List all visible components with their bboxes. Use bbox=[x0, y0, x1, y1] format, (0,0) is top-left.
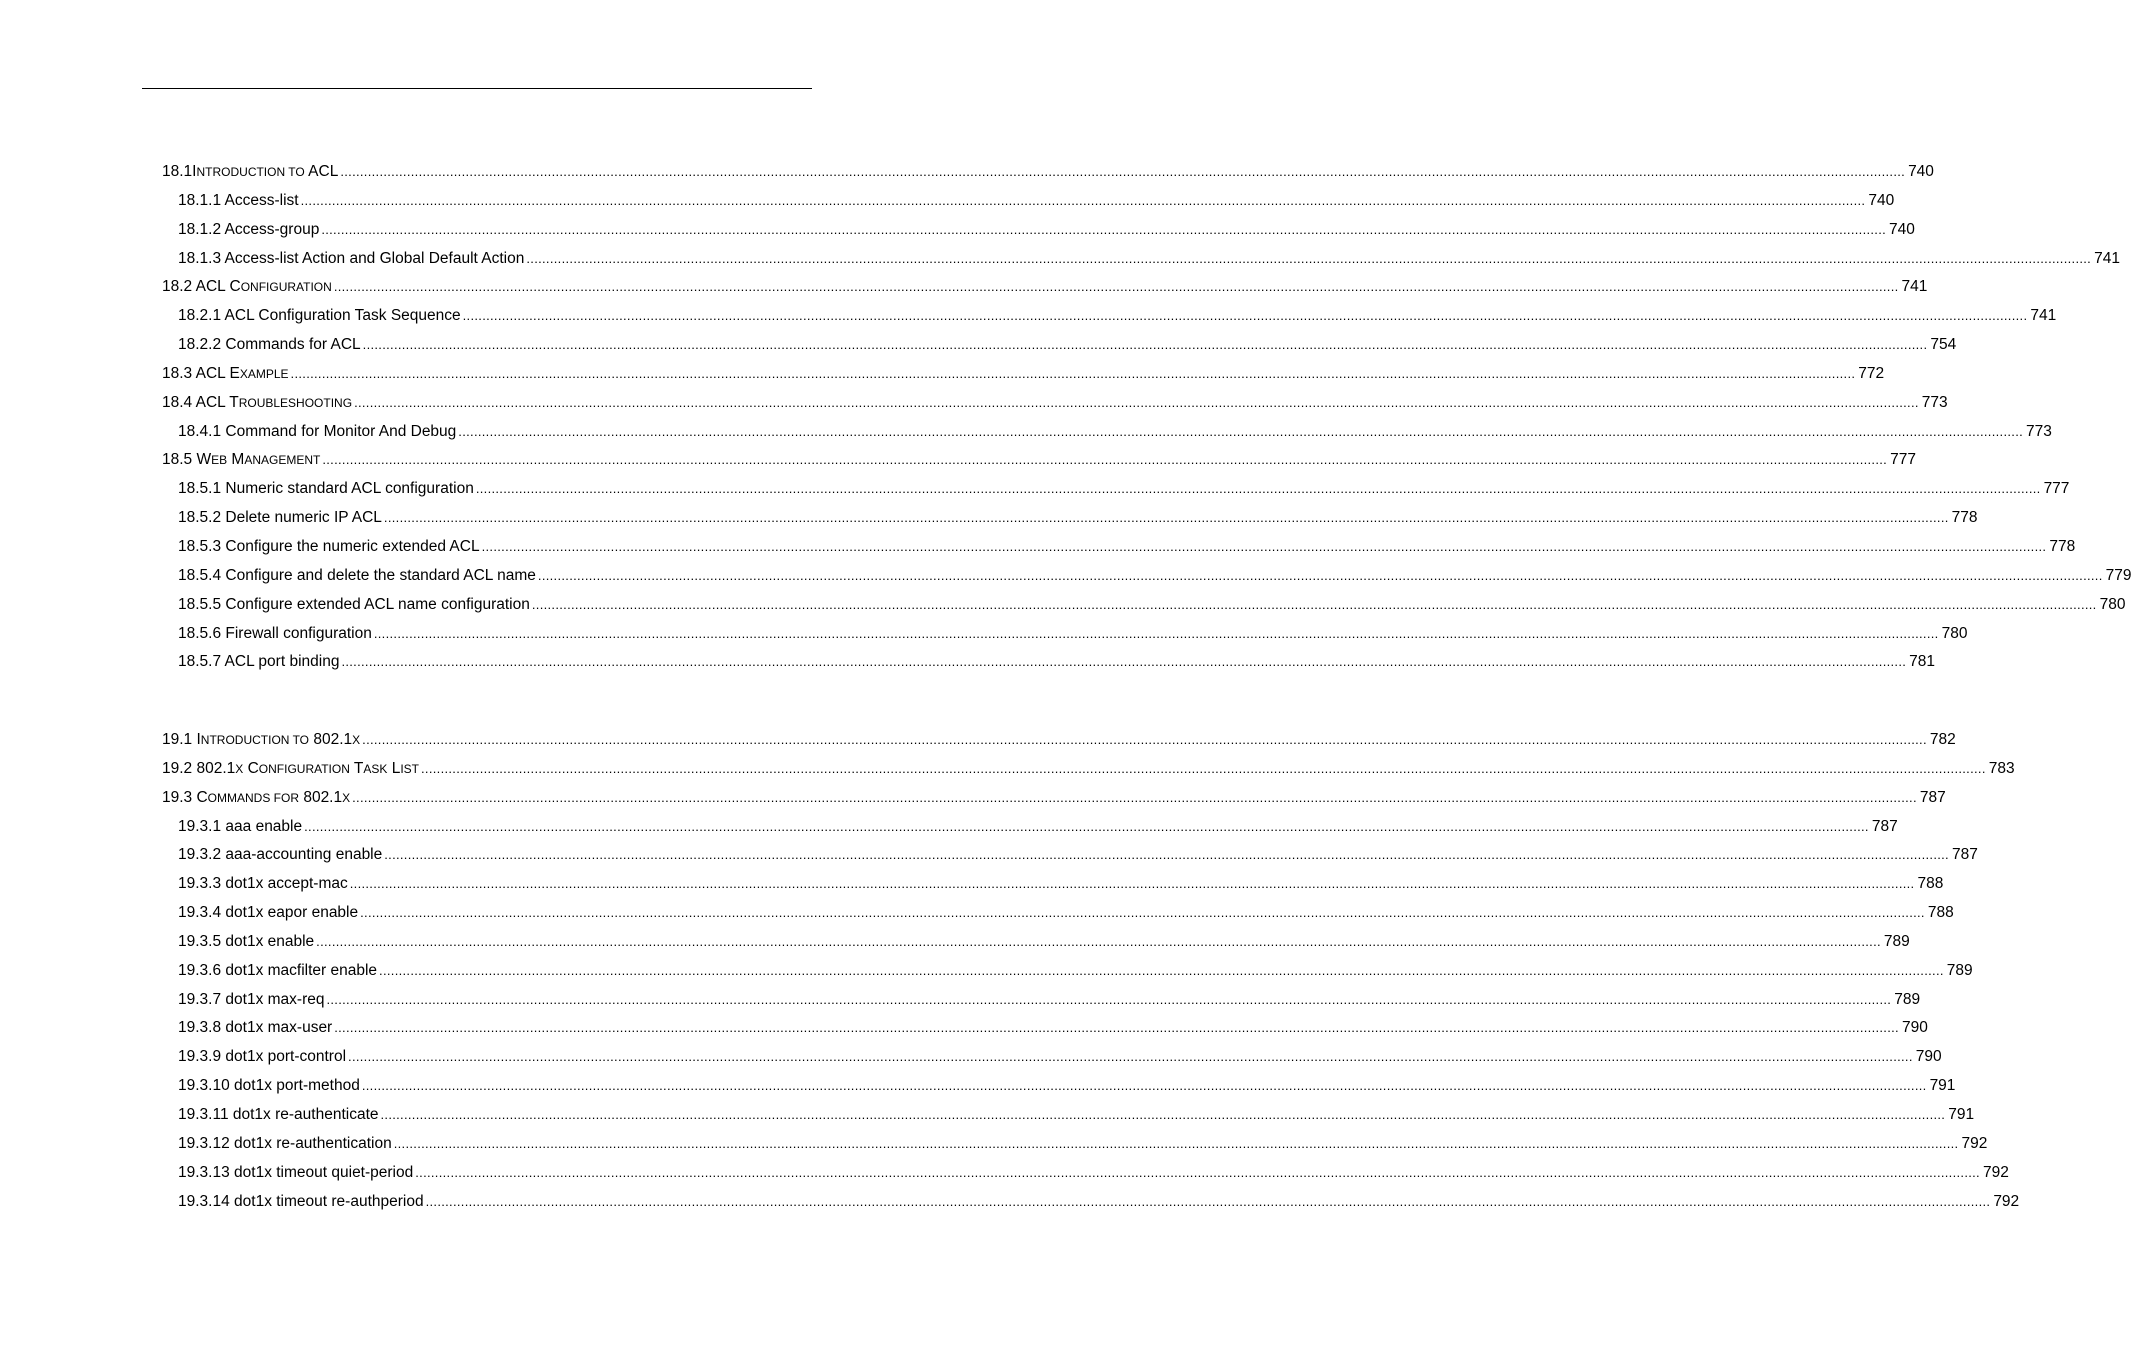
toc-entry-title bbox=[178, 245, 524, 274]
toc-leader-dots: ................................................................................................................................................................................................................................................................................................................................................................................................................ bbox=[321, 221, 1887, 237]
title-text: 19.3.14 dot1x timeout re-authperiod bbox=[178, 1192, 424, 1210]
toc-page-number: 773 bbox=[2026, 422, 2052, 440]
toc-entry-title bbox=[178, 1072, 360, 1101]
toc-section-19 bbox=[162, 726, 2020, 1216]
small-caps-text: X bbox=[342, 790, 351, 805]
title-text: I bbox=[192, 731, 201, 748]
toc-page-number: 780 bbox=[2099, 595, 2126, 613]
toc-entry[interactable] bbox=[162, 533, 2076, 562]
title-text: 19.3.6 dot1x macfilter enable bbox=[178, 961, 378, 979]
toc-entry[interactable] bbox=[162, 957, 1973, 986]
toc-page-number: 783 bbox=[1988, 759, 2015, 777]
small-caps-text: OMMANDS FOR bbox=[207, 790, 300, 805]
title-text: 18.4 ACL bbox=[162, 393, 226, 411]
toc-page-number: 740 bbox=[1908, 163, 1934, 180]
toc-entry[interactable] bbox=[162, 1043, 1942, 1072]
toc-entry[interactable] bbox=[162, 360, 1885, 389]
title-text: 19.3.10 dot1x port-method bbox=[178, 1077, 360, 1095]
title-text: M bbox=[227, 451, 245, 469]
toc-entry[interactable] bbox=[162, 302, 2057, 331]
toc-entry[interactable] bbox=[162, 620, 1968, 649]
toc-leader-dots: ................................................................................................................................................................................................................................................................................................................................................................................................................ bbox=[348, 1049, 1913, 1065]
title-text: 19.3.3 dot1x accept-mac bbox=[178, 875, 348, 893]
toc-leader-dots: ................................................................................................................................................................................................................................................................................................................................................................................................................ bbox=[379, 962, 1944, 978]
toc-page-number: 787 bbox=[1871, 817, 1898, 835]
title-text: E bbox=[225, 364, 240, 382]
toc-leader-dots: ................................................................................................................................................................................................................................................................................................................................................................................................................ bbox=[333, 279, 1899, 295]
toc-page-number: 792 bbox=[1982, 1163, 2009, 1181]
toc-entry-title bbox=[178, 1159, 413, 1188]
toc-leader-dots: ................................................................................................................................................................................................................................................................................................................................................................................................................ bbox=[354, 394, 1919, 410]
title-text: C bbox=[243, 759, 259, 777]
toc-section-18 bbox=[162, 158, 2132, 677]
title-text: C bbox=[225, 278, 241, 296]
toc-page-number: 741 bbox=[2094, 249, 2120, 267]
toc-page-number: 789 bbox=[1946, 961, 1973, 979]
title-text: 18.1.1 Access-list bbox=[178, 191, 299, 209]
small-caps-text: ASK bbox=[363, 761, 388, 776]
title-text: 18.2.2 Commands for ACL bbox=[178, 336, 361, 354]
toc-entry[interactable] bbox=[162, 755, 2015, 784]
toc-entry[interactable] bbox=[162, 1014, 1928, 1043]
toc-leader-dots: ................................................................................................................................................................................................................................................................................................................................................................................................................ bbox=[481, 538, 2047, 554]
toc-entry[interactable] bbox=[162, 331, 1957, 360]
toc-page-number: 779 bbox=[2105, 566, 2132, 584]
toc-page-number: 791 bbox=[1948, 1105, 1975, 1123]
toc-leader-dots: ................................................................................................................................................................................................................................................................................................................................................................................................................ bbox=[349, 876, 1915, 892]
toc-entry-title bbox=[178, 620, 372, 649]
toc-entry[interactable] bbox=[162, 562, 2132, 591]
toc-leader-dots: ................................................................................................................................................................................................................................................................................................................................................................................................................ bbox=[415, 1164, 1980, 1180]
toc-page-number: 788 bbox=[1917, 875, 1944, 893]
toc-leader-dots: ................................................................................................................................................................................................................................................................................................................................................................................................................ bbox=[362, 337, 1928, 353]
title-text: ACL bbox=[304, 163, 339, 180]
toc-leader-dots: ................................................................................................................................................................................................................................................................................................................................................................................................................ bbox=[334, 1020, 1899, 1036]
title-text: 18.5.7 ACL port binding bbox=[178, 653, 340, 671]
toc-entry[interactable] bbox=[162, 504, 1978, 533]
small-caps-text: X bbox=[352, 733, 361, 747]
toc-entry-title bbox=[178, 591, 530, 620]
toc-entry-title bbox=[178, 475, 474, 504]
toc-page-number: 740 bbox=[1868, 191, 1895, 209]
toc-page-number: 787 bbox=[1951, 846, 1978, 864]
title-text: C bbox=[192, 788, 208, 806]
toc-entry-title bbox=[178, 302, 461, 331]
toc-leader-dots: ................................................................................................................................................................................................................................................................................................................................................................................................................ bbox=[475, 481, 2041, 497]
toc-entry-title bbox=[178, 899, 358, 928]
toc-page-number: 787 bbox=[1919, 788, 1946, 806]
toc-page-number: 773 bbox=[1921, 393, 1948, 411]
toc-page-number: 782 bbox=[1929, 731, 1956, 748]
toc-page-number: 741 bbox=[1901, 278, 1928, 296]
title-text: 19.3.1 aaa enable bbox=[178, 817, 303, 835]
small-caps-text: ONFIGURATION bbox=[258, 761, 350, 776]
toc-leader-dots: ................................................................................................................................................................................................................................................................................................................................................................................................................ bbox=[526, 250, 2092, 266]
toc-entry[interactable] bbox=[162, 273, 1928, 302]
toc-leader-dots: ................................................................................................................................................................................................................................................................................................................................................................................................................ bbox=[462, 308, 2028, 324]
toc-leader-dots: ................................................................................................................................................................................................................................................................................................................................................................................................................ bbox=[340, 164, 1906, 179]
toc-entry-title bbox=[162, 389, 352, 418]
toc-leader-dots: ................................................................................................................................................................................................................................................................................................................................................................................................................ bbox=[290, 365, 1856, 381]
toc-page-number: 789 bbox=[1894, 990, 1921, 1008]
title-text: 19.3.12 dot1x re-authentication bbox=[178, 1134, 392, 1152]
toc-entry[interactable] bbox=[162, 986, 1921, 1015]
toc-entry[interactable] bbox=[162, 216, 1915, 245]
toc-page-number: 777 bbox=[2043, 480, 2070, 498]
toc-leader-dots: ................................................................................................................................................................................................................................................................................................................................................................................................................ bbox=[316, 933, 1881, 949]
toc-page-number: 792 bbox=[1993, 1192, 2020, 1210]
toc-page-number: 780 bbox=[1941, 624, 1968, 642]
toc-leader-dots: ................................................................................................................................................................................................................................................................................................................................................................................................................ bbox=[380, 1106, 1946, 1122]
title-text: 802.1 bbox=[299, 788, 343, 806]
toc-page-number: 790 bbox=[1915, 1048, 1942, 1066]
toc-page-number: 788 bbox=[1927, 904, 1954, 922]
toc-entry-title bbox=[178, 986, 324, 1015]
title-text: 18.2 ACL bbox=[162, 278, 226, 296]
toc-page-number: 778 bbox=[1951, 509, 1978, 527]
title-text: I bbox=[192, 163, 197, 180]
toc-entry-title bbox=[178, 813, 302, 842]
title-text: 18.5 bbox=[162, 451, 193, 469]
toc-entry[interactable] bbox=[162, 1130, 1988, 1159]
title-text: 19.3.4 dot1x eapor enable bbox=[178, 904, 359, 922]
title-text: W bbox=[192, 451, 212, 469]
toc-leader-dots: ................................................................................................................................................................................................................................................................................................................................................................................................................ bbox=[421, 760, 1986, 776]
toc-leader-dots: ................................................................................................................................................................................................................................................................................................................................................................................................................ bbox=[537, 567, 2103, 583]
toc-page-number: 777 bbox=[1890, 451, 1916, 469]
toc-leader-dots: ................................................................................................................................................................................................................................................................................................................................................................................................................ bbox=[300, 192, 1866, 208]
title-text: 18.1 bbox=[162, 163, 193, 180]
small-caps-text: IST bbox=[400, 761, 420, 776]
toc-entry-title bbox=[178, 533, 480, 562]
toc-entry[interactable] bbox=[162, 1101, 1975, 1130]
title-text: 19.3 bbox=[162, 788, 193, 806]
title-text: 19.3.5 dot1x enable bbox=[178, 932, 315, 950]
toc-entry[interactable] bbox=[162, 245, 2120, 274]
toc-entry[interactable] bbox=[162, 928, 1910, 957]
toc-entry-title bbox=[178, 1188, 424, 1217]
title-text: 18.5.5 Configure extended ACL name configuration bbox=[178, 595, 530, 613]
toc-page-number: 740 bbox=[1889, 220, 1915, 238]
title-text: 18.3 ACL bbox=[162, 364, 226, 382]
toc-leader-dots: ................................................................................................................................................................................................................................................................................................................................................................................................................ bbox=[304, 818, 1869, 834]
toc-entry-title bbox=[162, 360, 289, 389]
small-caps-text: ANAGEMENT bbox=[244, 453, 321, 468]
toc-leader-dots: ................................................................................................................................................................................................................................................................................................................................................................................................................ bbox=[531, 596, 2097, 612]
title-text: 19.3.2 aaa-accounting enable bbox=[178, 846, 383, 864]
title-text: 802.1 bbox=[309, 731, 353, 748]
toc-entry-title bbox=[178, 504, 382, 533]
toc-entry-title bbox=[162, 158, 338, 187]
title-text: T bbox=[225, 393, 239, 411]
title-text: 19.3.8 dot1x max-user bbox=[178, 1019, 333, 1037]
toc-page-number: 781 bbox=[1909, 653, 1936, 671]
toc-entry-title bbox=[162, 784, 350, 813]
toc-page-number: 741 bbox=[2030, 307, 2057, 325]
toc-entry[interactable] bbox=[162, 475, 2070, 504]
title-text: 19.3.13 dot1x timeout quiet-period bbox=[178, 1163, 414, 1181]
toc-entry-title bbox=[178, 841, 382, 870]
toc-leader-dots: ................................................................................................................................................................................................................................................................................................................................................................................................................ bbox=[326, 991, 1892, 1007]
toc-page-number: 789 bbox=[1883, 932, 1910, 950]
toc-entry[interactable] bbox=[162, 591, 2126, 620]
toc-entry[interactable] bbox=[162, 389, 1948, 418]
toc-leader-dots: ................................................................................................................................................................................................................................................................................................................................................................................................................ bbox=[341, 654, 1907, 670]
toc-entry-title bbox=[162, 446, 320, 475]
toc-entry-title bbox=[178, 648, 339, 677]
toc-entry-title bbox=[178, 1043, 346, 1072]
toc-entry[interactable] bbox=[162, 187, 1895, 216]
title-text: T bbox=[349, 759, 364, 777]
toc-entry[interactable] bbox=[162, 418, 2052, 447]
small-caps-text: EB bbox=[211, 453, 228, 468]
title-text: 18.5.4 Configure and delete the standard ACL name bbox=[178, 566, 536, 584]
title-text: 18.4.1 Command for Monitor And Debug bbox=[178, 422, 457, 440]
title-text: 19.1 bbox=[162, 731, 193, 748]
title-text: 18.5.3 Configure the numeric extended ACL bbox=[178, 537, 480, 555]
toc-entry[interactable] bbox=[162, 1188, 2020, 1217]
toc-leader-dots: ................................................................................................................................................................................................................................................................................................................................................................................................................ bbox=[352, 789, 1917, 805]
toc-page-number: 791 bbox=[1929, 1077, 1956, 1095]
toc-entry[interactable] bbox=[162, 726, 1956, 755]
small-caps-text: ONFIGURATION bbox=[240, 280, 332, 295]
toc-page-number: 778 bbox=[2049, 537, 2076, 555]
toc-page-number: 790 bbox=[1901, 1019, 1928, 1037]
toc-entry[interactable] bbox=[162, 813, 1898, 842]
toc-entry-title bbox=[178, 870, 348, 899]
title-text: 18.5.6 Firewall configuration bbox=[178, 624, 372, 642]
toc-entry-title bbox=[162, 273, 332, 302]
toc-leader-dots: ................................................................................................................................................................................................................................................................................................................................................................................................................ bbox=[361, 1078, 1927, 1094]
toc-entry-title bbox=[178, 1130, 392, 1159]
small-caps-text: NTRODUCTION TO bbox=[200, 733, 310, 747]
toc-entry-title bbox=[178, 1014, 332, 1043]
toc-leader-dots: ................................................................................................................................................................................................................................................................................................................................................................................................................ bbox=[393, 1135, 1959, 1151]
header-rule bbox=[142, 88, 812, 89]
toc-entry[interactable] bbox=[162, 446, 1916, 475]
toc-leader-dots: ................................................................................................................................................................................................................................................................................................................................................................................................................ bbox=[384, 847, 1949, 863]
toc-leader-dots: ................................................................................................................................................................................................................................................................................................................................................................................................................ bbox=[425, 1193, 1991, 1209]
toc-leader-dots: ................................................................................................................................................................................................................................................................................................................................................................................................................ bbox=[322, 452, 1888, 468]
title-text: 18.5.2 Delete numeric IP ACL bbox=[178, 509, 382, 527]
toc-entry-title bbox=[178, 418, 456, 447]
toc-entry-title bbox=[162, 755, 419, 784]
toc-page-number: 754 bbox=[1930, 336, 1957, 354]
toc-entry-title bbox=[178, 1101, 379, 1130]
title-text: 18.1.2 Access-group bbox=[178, 220, 320, 238]
toc-entry-title bbox=[178, 957, 377, 986]
toc-entry-title bbox=[178, 562, 536, 591]
toc-entry[interactable] bbox=[162, 158, 1934, 187]
toc-entry[interactable] bbox=[162, 648, 1936, 677]
toc-page-number: 792 bbox=[1961, 1134, 1988, 1152]
title-text: L bbox=[387, 759, 401, 777]
title-text: 19.2 802.1 bbox=[162, 759, 236, 777]
toc-entry[interactable] bbox=[162, 1159, 2009, 1188]
toc-leader-dots: ................................................................................................................................................................................................................................................................................................................................................................................................................ bbox=[458, 423, 2024, 439]
toc-entry[interactable] bbox=[162, 841, 1978, 870]
title-text: 18.1.3 Access-list Action and Global Default Action bbox=[178, 249, 525, 267]
toc-entry-title bbox=[178, 187, 299, 216]
toc-leader-dots: ................................................................................................................................................................................................................................................................................................................................................................................................................ bbox=[383, 510, 1949, 526]
toc-entry[interactable] bbox=[162, 784, 1946, 813]
toc-leader-dots: ................................................................................................................................................................................................................................................................................................................................................................................................................ bbox=[362, 732, 1927, 747]
toc-entry-title bbox=[178, 928, 314, 957]
title-text: 19.3.11 dot1x re-authenticate bbox=[178, 1105, 379, 1123]
small-caps-text: XAMPLE bbox=[239, 366, 289, 381]
small-caps-text: NTRODUCTION TO bbox=[196, 165, 305, 179]
title-text: 18.2.1 ACL Configuration Task Sequence bbox=[178, 307, 461, 325]
toc-entry-title bbox=[178, 331, 361, 360]
title-text: 19.3.7 dot1x max-req bbox=[178, 990, 325, 1008]
toc-leader-dots: ................................................................................................................................................................................................................................................................................................................................................................................................................ bbox=[373, 625, 1939, 641]
small-caps-text: ROUBLESHOOTING bbox=[238, 395, 353, 410]
toc-entry[interactable] bbox=[162, 899, 1954, 928]
toc-entry[interactable] bbox=[162, 1072, 1956, 1101]
toc-entry[interactable] bbox=[162, 870, 1944, 899]
toc-page-number: 772 bbox=[1858, 364, 1885, 382]
title-text: 18.5.1 Numeric standard ACL configuration bbox=[178, 480, 474, 498]
toc-leader-dots: ................................................................................................................................................................................................................................................................................................................................................................................................................ bbox=[360, 905, 1925, 921]
toc-entry-title bbox=[162, 726, 360, 755]
toc-entry-title bbox=[178, 216, 319, 245]
title-text: 19.3.9 dot1x port-control bbox=[178, 1048, 347, 1066]
small-caps-text: X bbox=[235, 761, 244, 776]
